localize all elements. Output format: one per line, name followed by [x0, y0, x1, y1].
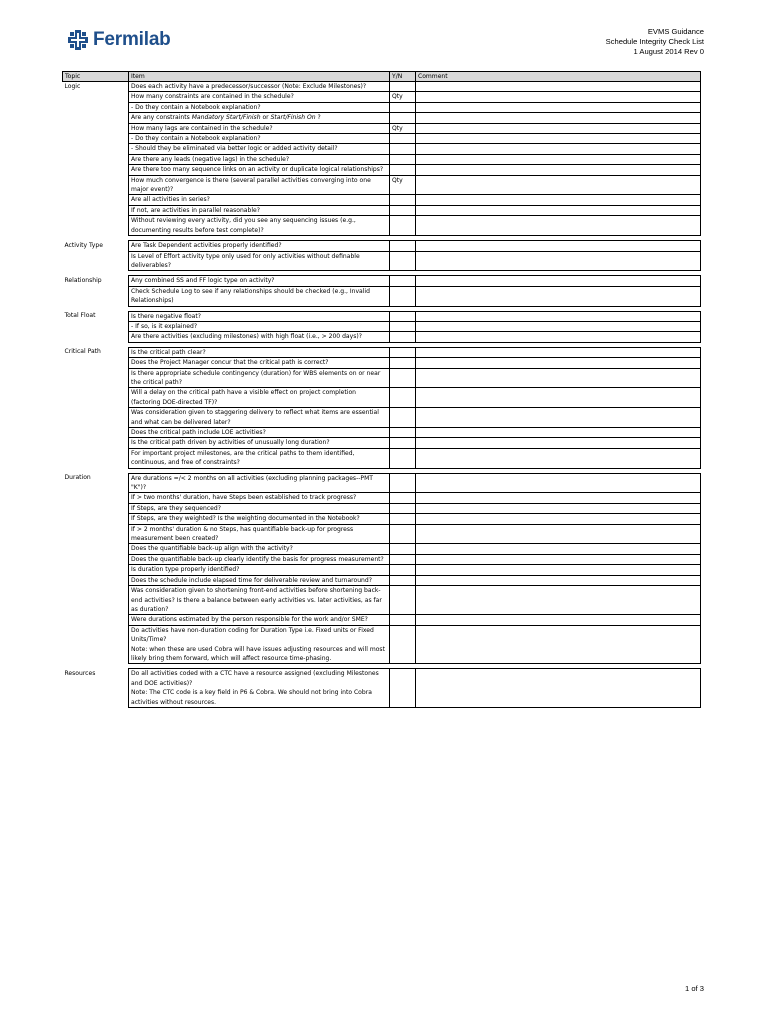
item-cell — [129, 123, 390, 133]
item-cell — [129, 554, 390, 564]
topic-cell — [63, 625, 129, 664]
topic-cell: Critical Path — [64, 348, 101, 356]
item-text: Do activities have non-duration coding for Duration Type i.e. Fixed units or Fixed Units/Time? — [131, 626, 374, 644]
yn-cell[interactable] — [390, 514, 416, 524]
comment-cell[interactable] — [416, 625, 701, 664]
doc-date: 1 August 2014 Rev 0 — [633, 47, 704, 57]
item-text: Are there activities (excluding milestones) with high float (i.e., > 200 days)? — [131, 333, 362, 341]
yn-cell[interactable] — [390, 625, 416, 664]
item-cell — [129, 347, 390, 357]
doc-subtitle: Schedule Integrity Check List — [605, 37, 704, 47]
table-row — [63, 358, 701, 368]
column-header-comment: Comment — [416, 72, 701, 82]
comment-cell[interactable] — [416, 311, 701, 321]
item-text: Does the critical path include LOE activities? — [131, 429, 266, 436]
topic-cell — [63, 251, 129, 271]
topic-cell: Logic — [64, 83, 81, 90]
topic-cell — [63, 165, 129, 175]
item-cell — [129, 276, 390, 286]
item-cell — [129, 514, 390, 524]
item-text: - Do they contain a Notebook explanation? — [131, 103, 261, 111]
item-cell — [129, 134, 390, 144]
topic-cell — [63, 358, 129, 368]
item-cell — [129, 408, 390, 428]
table-row — [63, 514, 701, 524]
comment-cell[interactable] — [416, 586, 701, 615]
topic-cell — [63, 514, 129, 524]
item-cell — [129, 615, 390, 625]
comment-cell[interactable] — [416, 438, 701, 448]
table-row — [63, 438, 701, 448]
yn-cell[interactable] — [390, 575, 416, 585]
comment-cell[interactable] — [416, 358, 701, 368]
yn-cell[interactable] — [390, 321, 416, 331]
comment-cell[interactable] — [416, 144, 701, 154]
yn-cell[interactable] — [390, 448, 416, 468]
yn-cell[interactable] — [390, 347, 416, 357]
comment-cell[interactable] — [416, 113, 701, 123]
table-row — [63, 625, 701, 664]
topic-cell: Total Float — [64, 312, 96, 320]
fermilab-logo — [66, 28, 171, 52]
yn-cell[interactable]: Qty — [390, 175, 416, 195]
item-cell — [129, 625, 390, 664]
yn-cell[interactable] — [390, 615, 416, 625]
item-cell — [129, 82, 390, 92]
yn-cell[interactable] — [390, 368, 416, 388]
item-cell — [129, 102, 390, 112]
comment-cell[interactable] — [416, 195, 701, 205]
item-text: Without reviewing every activity, did you see any sequencing issues (e.g., documenting results before test complete)? — [131, 217, 356, 234]
item-cell — [129, 448, 390, 468]
comment-cell[interactable] — [416, 205, 701, 215]
comment-cell[interactable] — [416, 251, 701, 271]
comment-cell[interactable] — [416, 544, 701, 554]
comment-cell[interactable] — [416, 615, 701, 625]
table-row — [63, 428, 701, 438]
topic-cell: Activity Type — [64, 241, 103, 249]
item-cell — [129, 524, 390, 544]
comment-cell[interactable] — [416, 286, 701, 306]
comment-cell[interactable] — [416, 493, 701, 503]
item-cell — [129, 195, 390, 205]
table-row — [63, 92, 701, 102]
topic-cell — [63, 195, 129, 205]
item-text: ? — [315, 114, 321, 122]
yn-cell[interactable] — [390, 332, 416, 342]
item-text: Is there appropriate schedule contingency (duration) for WBS elements on or near the critical path? — [131, 369, 381, 386]
table-row — [63, 347, 701, 357]
table-row — [63, 332, 701, 342]
item-text: If Steps, are they sequenced? — [131, 504, 221, 512]
comment-cell[interactable] — [416, 408, 701, 428]
table-row — [63, 321, 701, 331]
yn-cell[interactable] — [390, 669, 416, 708]
table-row — [63, 388, 701, 408]
item-cell — [129, 251, 390, 271]
item-text: How many lags are contained in the schedule? — [131, 124, 273, 132]
comment-cell[interactable] — [416, 669, 701, 708]
comment-cell[interactable] — [416, 82, 701, 92]
item-cell — [129, 311, 390, 321]
column-header-yn: Y/N — [390, 72, 416, 82]
item-text: If > two months' duration, have Steps been established to track progress? — [131, 494, 357, 502]
item-cell — [129, 544, 390, 554]
table-row — [63, 503, 701, 513]
item-text: Was consideration given to shortening front-end activities before shortening back-end activities? Is there a balance between early activities vs. later activities, as far as duration? — [131, 587, 382, 613]
item-text: - Should they be eliminated via better logic or added activity detail? — [131, 145, 338, 153]
table-row — [63, 165, 701, 175]
yn-cell[interactable] — [390, 438, 416, 448]
item-text: Are all activities in series? — [131, 196, 210, 204]
item-cell — [129, 503, 390, 513]
yn-cell[interactable] — [390, 503, 416, 513]
item-text: - If so, is it explained? — [131, 322, 198, 330]
yn-cell[interactable] — [390, 195, 416, 205]
yn-cell[interactable] — [390, 154, 416, 164]
table-row — [63, 276, 701, 286]
comment-cell[interactable] — [416, 473, 701, 493]
item-text: Was consideration given to staggering delivery to reflect what items are essential and what can be delivered later? — [131, 409, 379, 426]
table-row — [63, 586, 701, 615]
item-cell — [129, 241, 390, 251]
item-text: Does the schedule include elapsed time for deliverable review and turnaround? — [131, 576, 372, 584]
item-note: Note: The CTC code is a key field in P6 & Cobra. We should not bring into Cobra activities without resources. — [131, 689, 372, 706]
yn-cell[interactable] — [390, 554, 416, 564]
topic-cell — [63, 493, 129, 503]
topic-cell — [63, 154, 129, 164]
table-row — [63, 408, 701, 428]
yn-cell[interactable] — [390, 428, 416, 438]
yn-cell[interactable] — [390, 586, 416, 615]
column-header-item: Item — [129, 72, 390, 82]
topic-cell — [63, 575, 129, 585]
item-text-italic: Start/Finish On — [270, 114, 316, 122]
yn-cell[interactable] — [390, 408, 416, 428]
table-row — [63, 615, 701, 625]
page-number: 1 of 3 — [685, 984, 704, 993]
table-row — [63, 565, 701, 575]
yn-cell[interactable]: Qty — [390, 92, 416, 102]
item-text: How many constraints are contained in the schedule? — [131, 93, 294, 101]
comment-cell[interactable] — [416, 565, 701, 575]
topic-cell — [63, 175, 129, 195]
document-info — [606, 27, 704, 58]
yn-cell[interactable] — [390, 286, 416, 306]
item-text: Are there too many sequence links on an activity or duplicate logical relationships? — [131, 166, 384, 174]
table-row — [63, 154, 701, 164]
topic-cell: Resources — [64, 669, 96, 677]
yn-cell[interactable] — [390, 82, 416, 92]
topic-cell — [63, 113, 129, 123]
table-row — [63, 493, 701, 503]
item-cell — [129, 438, 390, 448]
topic-cell — [63, 615, 129, 625]
item-text: or — [260, 114, 271, 122]
table-row — [63, 144, 701, 154]
table-row — [63, 195, 701, 205]
table-row — [63, 448, 701, 468]
item-cell — [129, 92, 390, 102]
item-text: Are Task Dependent activities properly identified? — [131, 242, 282, 250]
topic-cell — [63, 92, 129, 102]
table-row — [63, 241, 701, 251]
item-text: Does the Project Manager concur that the critical path is correct? — [131, 359, 329, 367]
comment-cell[interactable] — [416, 134, 701, 144]
table-row — [63, 134, 701, 144]
item-cell — [129, 113, 390, 123]
yn-cell[interactable] — [390, 144, 416, 154]
yn-cell[interactable] — [390, 565, 416, 575]
table-row — [63, 205, 701, 215]
yn-cell[interactable] — [390, 216, 416, 236]
comment-cell[interactable] — [416, 503, 701, 513]
table-row — [63, 311, 701, 321]
table-row — [63, 544, 701, 554]
table-row — [63, 554, 701, 564]
yn-cell[interactable] — [390, 473, 416, 493]
comment-cell[interactable] — [416, 388, 701, 408]
table-row — [63, 286, 701, 306]
topic-cell — [63, 544, 129, 554]
topic-cell — [63, 286, 129, 306]
comment-cell[interactable] — [416, 347, 701, 357]
item-cell — [129, 493, 390, 503]
item-text-italic: Mandatory Start/Finish — [191, 114, 261, 122]
topic-cell — [63, 586, 129, 615]
item-text: Are any constraints — [131, 114, 192, 122]
item-text: Are durations =/< 2 months on all activities (excluding planning packages--PMT "K")? — [131, 474, 373, 492]
checklist-table — [62, 71, 701, 708]
yn-cell[interactable] — [390, 251, 416, 271]
item-text: Is the critical path driven by activities of unusually long duration? — [131, 439, 330, 447]
item-cell — [129, 175, 390, 195]
comment-cell[interactable] — [416, 428, 701, 438]
item-text: Does the quantifiable back-up clearly identify the basis for progress measurement? — [131, 555, 384, 563]
topic-cell: Relationship — [64, 276, 102, 284]
item-cell — [129, 286, 390, 306]
topic-cell — [63, 554, 129, 564]
yn-cell[interactable] — [390, 493, 416, 503]
topic-cell — [63, 428, 129, 438]
comment-cell[interactable] — [416, 154, 701, 164]
topic-cell — [63, 565, 129, 575]
yn-cell[interactable] — [390, 241, 416, 251]
comment-cell[interactable] — [416, 514, 701, 524]
yn-cell[interactable] — [390, 311, 416, 321]
doc-title: EVMS Guidance — [647, 27, 704, 36]
item-text: Do all activities coded with a CTC have a resource assigned (excluding Milestones and DOE activities)? — [131, 670, 379, 687]
yn-cell[interactable] — [390, 358, 416, 368]
item-cell — [129, 473, 390, 493]
item-text: Check Schedule Log to see if any relationships should be checked (e.g., Invalid Relationships) — [131, 287, 370, 305]
topic-cell — [63, 524, 129, 544]
item-text: How much convergence is there (several parallel activities converging into one major event)? — [131, 176, 371, 194]
comment-cell[interactable] — [416, 554, 701, 564]
item-text: Does each activity have a predecessor/successor (Note: Exclude Milestones)? — [131, 83, 367, 90]
table-row — [63, 216, 701, 236]
item-cell — [129, 216, 390, 236]
item-cell — [129, 388, 390, 408]
item-text: - Do they contain a Notebook explanation? — [131, 135, 261, 143]
item-text: Is duration type properly identified? — [131, 566, 240, 574]
yn-cell[interactable] — [390, 102, 416, 112]
table-row — [63, 113, 701, 123]
table-body — [63, 82, 701, 708]
comment-cell[interactable] — [416, 321, 701, 331]
item-text: Is there negative float? — [131, 312, 201, 320]
item-cell — [129, 586, 390, 615]
comment-cell[interactable] — [416, 165, 701, 175]
table-row — [63, 123, 701, 133]
item-cell — [129, 575, 390, 585]
table-row — [63, 473, 701, 493]
table-row — [63, 669, 701, 708]
item-cell — [129, 565, 390, 575]
comment-cell[interactable] — [416, 276, 701, 286]
comment-cell[interactable] — [416, 524, 701, 544]
table-row — [63, 82, 701, 92]
yn-cell[interactable] — [390, 205, 416, 215]
yn-cell[interactable] — [390, 524, 416, 544]
item-cell — [129, 358, 390, 368]
topic-cell — [63, 102, 129, 112]
item-text: Does the quantifiable back-up align with the activity? — [131, 545, 293, 553]
yn-cell[interactable] — [390, 134, 416, 144]
comment-cell[interactable] — [416, 241, 701, 251]
fermilab-logo-icon — [66, 28, 90, 52]
item-text: Will a delay on the critical path have a visible effect on project completion (factoring DOE-directed TF)? — [131, 389, 356, 406]
topic-cell: Duration — [64, 474, 91, 482]
item-text: If not, are activities in parallel reasonable? — [131, 206, 260, 214]
topic-cell — [63, 438, 129, 448]
topic-cell — [63, 205, 129, 215]
comment-cell[interactable] — [416, 123, 701, 133]
topic-cell — [63, 216, 129, 236]
item-cell — [129, 205, 390, 215]
item-text: Are there any leads (negative lags) in the schedule? — [131, 155, 290, 163]
topic-cell — [63, 503, 129, 513]
yn-cell[interactable] — [390, 113, 416, 123]
table-header-row — [63, 72, 701, 82]
table-row — [63, 575, 701, 585]
item-cell — [129, 154, 390, 164]
item-cell — [129, 368, 390, 388]
comment-cell[interactable] — [416, 175, 701, 195]
item-text: For important project milestones, are the critical paths to them identified, continuous, and free of constraints? — [131, 449, 355, 467]
item-cell — [129, 669, 390, 708]
table-row — [63, 175, 701, 195]
item-cell — [129, 165, 390, 175]
item-text: Were durations estimated by the person responsible for the work and/or SME? — [131, 616, 368, 624]
topic-cell — [63, 321, 129, 331]
topic-cell — [63, 134, 129, 144]
item-cell — [129, 321, 390, 331]
table-row — [63, 368, 701, 388]
comment-cell[interactable] — [416, 332, 701, 342]
item-cell — [129, 428, 390, 438]
yn-cell[interactable] — [390, 388, 416, 408]
comment-cell[interactable] — [416, 448, 701, 468]
table-row — [63, 251, 701, 271]
topic-cell — [63, 144, 129, 154]
comment-cell[interactable] — [416, 102, 701, 112]
item-cell — [129, 144, 390, 154]
yn-cell[interactable] — [390, 165, 416, 175]
table-row — [63, 524, 701, 544]
yn-cell[interactable]: Qty — [390, 123, 416, 133]
topic-cell — [63, 123, 129, 133]
item-text: If > 2 months' duration & no Steps, has quantifiable back-up for progress measurement been created? — [131, 525, 354, 543]
column-header-topic: Topic — [63, 72, 129, 82]
comment-cell[interactable] — [416, 368, 701, 388]
item-text: Any combined SS and FF logic type on activity? — [131, 277, 275, 285]
item-note: Note: when these are used Cobra will have issues adjusting resources and will most likely bring them forward, which will affect resource time-phasing. — [131, 645, 385, 662]
topic-cell — [63, 388, 129, 408]
topic-cell — [63, 448, 129, 468]
logo-text: Fermilab — [93, 29, 171, 50]
yn-cell[interactable] — [390, 544, 416, 554]
topic-cell — [63, 368, 129, 388]
comment-cell[interactable] — [416, 575, 701, 585]
topic-cell — [63, 408, 129, 428]
item-cell — [129, 332, 390, 342]
table-row — [63, 102, 701, 112]
comment-cell[interactable] — [416, 216, 701, 236]
item-text: Is the critical path clear? — [131, 348, 206, 356]
item-text: Is Level of Effort activity type only used for only activities without definable deliverables? — [131, 252, 360, 269]
comment-cell[interactable] — [416, 92, 701, 102]
topic-cell — [63, 332, 129, 342]
item-text: If Steps, are they weighted? Is the weighting documented in the Notebook? — [131, 515, 360, 523]
yn-cell[interactable] — [390, 276, 416, 286]
